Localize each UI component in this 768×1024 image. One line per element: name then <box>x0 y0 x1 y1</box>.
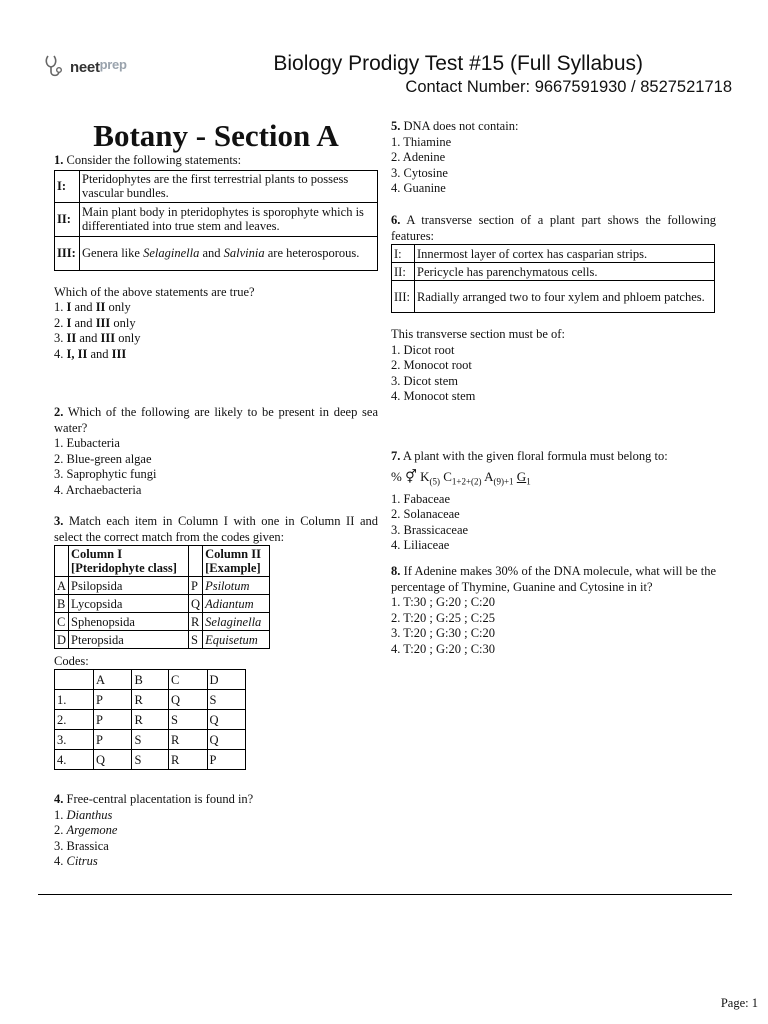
option[interactable]: 3. Cytosine <box>391 165 448 180</box>
option[interactable]: 2. T:20 ; G:25 ; C:25 <box>391 610 496 625</box>
option[interactable]: 3. Saprophytic fungi <box>54 467 157 481</box>
option[interactable]: 2. Monocot root <box>391 358 472 372</box>
question-3: 3. Match each item in Column I with one in Column II and select the correct match from the codes given: <box>54 514 378 544</box>
table-row: A B C D <box>55 670 246 690</box>
codes-label: Codes: <box>54 654 89 668</box>
question-5: 5. DNA does not contain: 1. Thiamine 2. Adenine 3. Cytosine 4. Guanine <box>391 119 716 197</box>
option[interactable]: 4. T:20 ; G:20 ; C:30 <box>391 641 496 656</box>
q1-statements-table <box>54 170 378 271</box>
table-row: 3. P S R Q <box>55 730 246 750</box>
table-row: III: Genera like Selaginella and Salvinia are heterosporous. <box>55 236 378 270</box>
question-8: 8. If Adenine makes 30% of the DNA molecule, what will be the percentage of Thymine, Guanine and Cytosine in it? 1. T:30 ; G:20 ; C:20 2. T:20 ; G:25 ; C:25 3. T:20 ; G:30 ; C:20 4. T:20 ; G:20 ; C:30 <box>391 564 717 656</box>
q6-features-table <box>391 244 715 313</box>
table-row: A Psilopsida P Psilotum <box>55 577 270 595</box>
question-1: 1. Consider the following statements: I: Pteridophytes are the first terrestrial plants to possess vascular bundles. II: Main plant body in pteridophytes is sporophyte which is differentiated into true stem and leaves. III: Genera like Selaginella and Salvinia are heterosporous. Which of the above statements are true? 1. I and II only 2. I and III only 3. II and III only 4. I, II and III <box>54 153 378 362</box>
option[interactable]: 1. Thiamine <box>391 134 452 149</box>
neetprep-logo <box>44 54 127 80</box>
option[interactable]: 4. Citrus <box>54 854 98 868</box>
q6-options: This transverse section must be of: 1. Dicot root 2. Monocot root 3. Dicot stem 4. Monocot stem <box>391 327 716 405</box>
option[interactable]: 4. I, II and III <box>54 346 127 361</box>
option[interactable]: 3. T:20 ; G:30 ; C:20 <box>391 626 496 640</box>
table-row: Column I [Pteridophyte class] Column II [Example] <box>55 546 270 577</box>
table-row: I: Innermost layer of cortex has casparian strips. <box>392 245 715 263</box>
option[interactable]: 2. I and III only <box>54 315 136 330</box>
option[interactable]: 1. I and II only <box>54 300 131 314</box>
option[interactable]: 1. Dianthus <box>54 807 113 822</box>
q3-codes-table <box>54 669 246 770</box>
table-row: D Pteropsida S Equisetum <box>55 631 270 649</box>
option[interactable]: 2. Argemone <box>54 823 118 837</box>
table-row: 2. P R S Q <box>55 710 246 730</box>
option[interactable]: 4. Liliaceae <box>391 538 450 553</box>
table-row: I: Pteridophytes are the first terrestrial plants to possess vascular bundles. <box>55 170 378 202</box>
question-6: 6. A transverse section of a plant part shows the following features: <box>391 213 716 243</box>
q3-match-table <box>54 545 270 649</box>
floral-formula: % ⚥ $K_{(5)}$ $C_{1+2+(2)}$ $A_{(9)+1}$ $G_1$ <box>391 468 531 487</box>
q1-ask: Which of the above statements are true? <box>54 284 255 299</box>
option[interactable]: 3. Brassica <box>54 838 109 853</box>
option[interactable]: 1. Fabaceae <box>391 491 450 506</box>
question-4: 4. Free-central placentation is found in? 1. Dianthus 2. Argemone 3. Brassica 4. Citrus <box>54 792 378 870</box>
table-row: C Sphenopsida R Selaginella <box>55 613 270 631</box>
table-row: II: Pericycle has parenchymatous cells. <box>392 263 715 281</box>
table-row: III: Radially arranged two to four xylem and phloem patches. <box>392 281 715 313</box>
test-title: Biology Prodigy Test #15 (Full Syllabus) <box>273 52 643 75</box>
option[interactable]: 1. Dicot root <box>391 342 455 357</box>
table-row: II: Main plant body in pteridophytes is sporophyte which is differentiated into true stem and leaves. <box>55 202 378 236</box>
option[interactable]: 4. Monocot stem <box>391 389 476 403</box>
section-title: Botany - Section A <box>93 118 339 153</box>
option[interactable]: 2. Blue-green algae <box>54 451 152 466</box>
question-7: 7. A plant with the given floral formula must belong to: % ⚥ $K_{(5)}$ $C_{1+2+(2)}$ $A_{(9)+1}$ $G_1$ 1. Fabaceae 2. Solanaceae 3. Brassicaceae 4. Liliaceae <box>391 449 716 554</box>
contact-number: Contact Number: 9667591930 / 8527521718 <box>405 78 732 96</box>
option[interactable]: 2. Adenine <box>391 150 446 164</box>
option[interactable]: 3. Brassicaceae <box>391 522 469 537</box>
option[interactable]: 3. Dicot stem <box>391 373 459 388</box>
option[interactable]: 1. Eubacteria <box>54 436 120 450</box>
logo-wordmark: neetprep <box>70 56 127 76</box>
table-row: 4. Q S R P <box>55 750 246 770</box>
option[interactable]: 4. Guanine <box>391 181 446 195</box>
option[interactable]: 3. II and III only <box>54 331 141 345</box>
divider <box>38 894 732 895</box>
stethoscope-icon <box>44 54 66 80</box>
question-2: 2. Which of the following are likely to be present in deep sea water? 1. Eubacteria 2. Blue-green algae 3. Saprophytic fungi 4. Archaebacteria <box>54 405 379 497</box>
table-row: 1. P R Q S <box>55 690 246 710</box>
option[interactable]: 1. T:30 ; G:20 ; C:20 <box>391 595 496 609</box>
page-number: Page: 1 <box>720 996 758 1010</box>
table-row: B Lycopsida Q Adiantum <box>55 595 270 613</box>
option[interactable]: 4. Archaebacteria <box>54 482 142 497</box>
option[interactable]: 2. Solanaceae <box>391 507 460 522</box>
